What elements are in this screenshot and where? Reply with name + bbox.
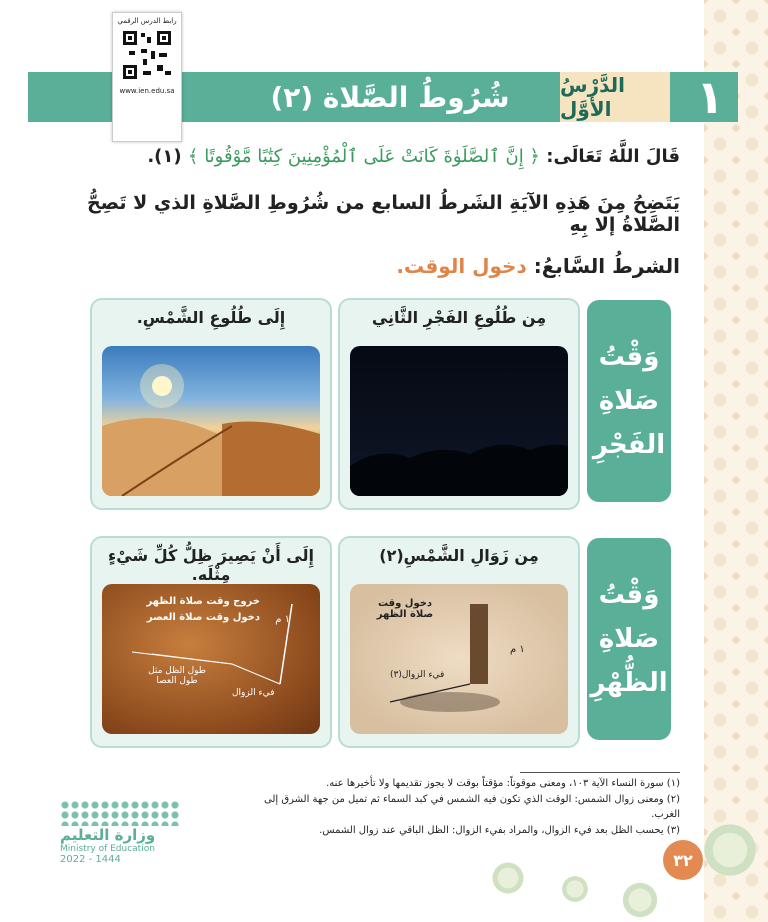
dhuhr-start-shade-label: فيء الزوال(٣) xyxy=(390,670,445,680)
tree-silhouette-icon xyxy=(350,346,568,496)
fajr-time-label xyxy=(587,300,671,502)
qr-pattern-icon xyxy=(121,29,173,81)
ornament-flower-icon xyxy=(620,880,660,920)
dhuhr-end-caption: إِلَى أَنْ يَصِيرَ ظِلُّ كُلِّ شَيْءٍ مِثْلَه. xyxy=(108,546,314,584)
ministry-dots-icon xyxy=(60,800,180,826)
fajr-label-line-1: وَقْتُ xyxy=(598,341,660,372)
ministry-arabic: وزارة التعليم xyxy=(60,826,156,844)
desert-sunrise-photo xyxy=(102,346,320,496)
verse-line xyxy=(40,146,680,167)
ornament-flower-icon xyxy=(700,820,760,880)
footnote-divider xyxy=(520,772,680,773)
verse-prefix: قَالَ اللَّهُ تَعَالَى: xyxy=(546,146,680,167)
dhuhr-label-line-2: صَلاةِ xyxy=(598,623,660,654)
night-sky-photo xyxy=(350,346,568,496)
dhuhr-start-caption: مِن زَوَالِ الشَّمْسِ(٢) xyxy=(379,546,539,565)
qr-caption: رابط الدرس الرقمي xyxy=(117,17,177,25)
side-ornament-pattern xyxy=(704,0,768,922)
fajr-end-card xyxy=(90,298,332,510)
condition-value: دخول الوقت. xyxy=(396,254,527,278)
page-number: ٣٢ xyxy=(663,840,703,880)
condition-line xyxy=(300,254,680,278)
ministry-year: 2022 - 1444 xyxy=(60,854,121,865)
footnotes xyxy=(260,776,680,838)
fajr-start-caption: مِن طُلُوعِ الفَجْرِ الثَّانِي xyxy=(371,308,547,327)
stick-shadow-noon-photo xyxy=(350,584,568,734)
footnote-3: (٣) يحسب الظل بعد فيء الزوال، والمراد بفيء الزوال: الظل الباقي عند زوال الشمس. xyxy=(319,824,680,836)
condition-label: الشرطُ السَّابعُ: xyxy=(533,254,680,278)
dhuhr-end-meter-label: ١ م xyxy=(275,614,290,625)
ornament-flower-icon xyxy=(560,874,590,904)
verse-ref: (١). xyxy=(147,146,182,167)
dhuhr-end-zawal-label: فيء الزوال xyxy=(232,688,275,698)
stick-shadow-afternoon-photo xyxy=(102,584,320,734)
ministry-english: Ministry of Education xyxy=(60,844,155,854)
qr-url: www.ien.edu.sa xyxy=(119,87,175,95)
dhuhr-start-card xyxy=(338,536,580,748)
lesson-label-tab xyxy=(560,72,670,122)
dhuhr-start-photo-label: دخول وقت صلاة الظهر xyxy=(376,598,434,620)
dhuhr-label-line-3: الظُّهْرِ xyxy=(590,668,668,699)
lesson-number: ١ xyxy=(695,70,725,124)
dhuhr-end-card xyxy=(90,536,332,748)
fajr-end-caption: إِلَى طُلُوعِ الشَّمْسِ. xyxy=(136,308,286,327)
qr-code-icon[interactable] xyxy=(121,29,173,81)
sun-over-dunes-icon xyxy=(102,346,320,496)
qr-code-card[interactable] xyxy=(112,12,182,142)
footnote-2: (٢) ومعنى زوال الشمس: الوقت الذي تكون فيه الشمس في كبد السماء ثم تميل من جهة الشرق إلى الغرب. xyxy=(264,793,680,820)
fajr-label-line-2: صَلاةِ xyxy=(598,385,660,416)
lesson-label: الدَّرْسُ الأَوَّل xyxy=(560,73,626,121)
footnote-1: (١) سورة النساء الآية ١٠٣، ومعنى موقوتاً: مؤقتاً بوقت لا يجوز تقديمها ولا تأخيرها عنه. xyxy=(326,778,680,789)
fajr-start-card xyxy=(338,298,580,510)
fajr-label-line-3: الفَجْرِ xyxy=(592,430,666,461)
dhuhr-label-line-1: وَقْتُ xyxy=(598,579,660,610)
dhuhr-end-line1: خروج وقت صلاة الظهر xyxy=(146,596,260,607)
lesson-title: شُرُوطُ الصَّلاة (٢) xyxy=(270,80,510,114)
dhuhr-start-meter-label: ١ م xyxy=(510,644,525,655)
verse-text: ﴿ إِنَّ ٱلصَّلَوٰةَ كَانَتْ عَلَى ٱلْمُؤْمِنِينَ كِتَٰبًا مَّوْقُوتًا ﴾ xyxy=(187,146,540,167)
intro-sentence: يَتَضِحُ مِنَ هَذِهِ الآيَةِ الشَرطُ السابع من شُرُوطِ الصَّلاةِ الذي لا تَصِحُّ الصَّلاةُ إلا بِهِ xyxy=(86,192,680,236)
dhuhr-end-shadow-label: طول الظل مثل طول العصا xyxy=(148,666,206,686)
ministry-logo xyxy=(60,800,190,865)
dhuhr-end-line2: دخول وقت صلاة العصر xyxy=(146,612,260,623)
ornament-flower-icon xyxy=(490,860,526,896)
dhuhr-time-label xyxy=(587,538,671,740)
